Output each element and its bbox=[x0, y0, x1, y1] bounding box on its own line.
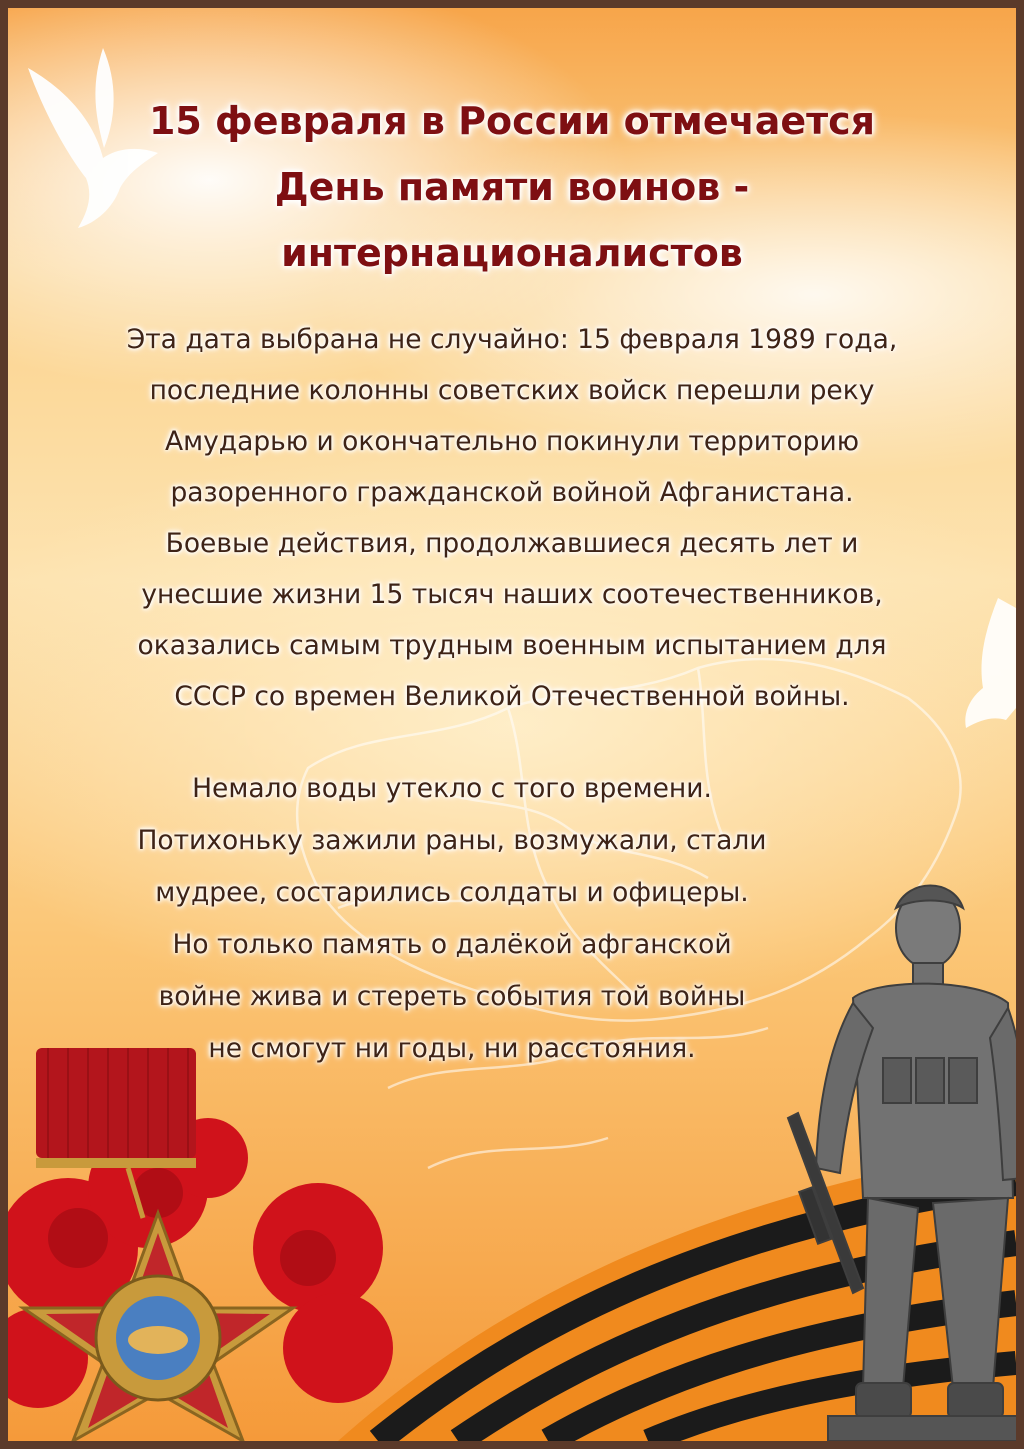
text-line: Немало воды утекло с того времени. bbox=[192, 773, 712, 804]
text-line: Боевые действия, продолжавшиеся десять лет и bbox=[165, 528, 859, 559]
soldier-statue-icon bbox=[768, 868, 1024, 1441]
medal-with-carnations bbox=[8, 1018, 408, 1441]
history-paragraph bbox=[38, 314, 986, 722]
text-line: Эта дата выбрана не случайно: 15 февраля 1989 года, bbox=[126, 324, 898, 355]
text-line: не смогут ни годы, ни расстояния. bbox=[208, 1033, 696, 1064]
poster-title bbox=[88, 88, 936, 286]
text-line: Но только память о далёкой афганской bbox=[172, 929, 732, 960]
title-line: День памяти воинов - bbox=[274, 165, 750, 209]
title-line: 15 февраля в России отмечается bbox=[148, 99, 876, 143]
text-line: СССР со времен Великой Отечественной войны. bbox=[174, 681, 850, 712]
text-line: мудрее, состарились солдаты и офицеры. bbox=[155, 877, 749, 908]
text-line: разоренного гражданской войной Афганистана. bbox=[170, 477, 854, 508]
text-line: Потихоньку зажили раны, возмужали, стали bbox=[137, 825, 767, 856]
text-line: войне жива и стереть события той войны bbox=[158, 981, 746, 1012]
text-line: Амударью и окончательно покинули территорию bbox=[164, 426, 860, 457]
text-line: оказались самым трудным военным испытанием для bbox=[137, 630, 887, 661]
text-line: последние колонны советских войск перешли реку bbox=[149, 375, 875, 406]
title-line: интернационалистов bbox=[281, 231, 743, 275]
text-line: унесшие жизни 15 тысяч наших соотечественников, bbox=[141, 579, 883, 610]
